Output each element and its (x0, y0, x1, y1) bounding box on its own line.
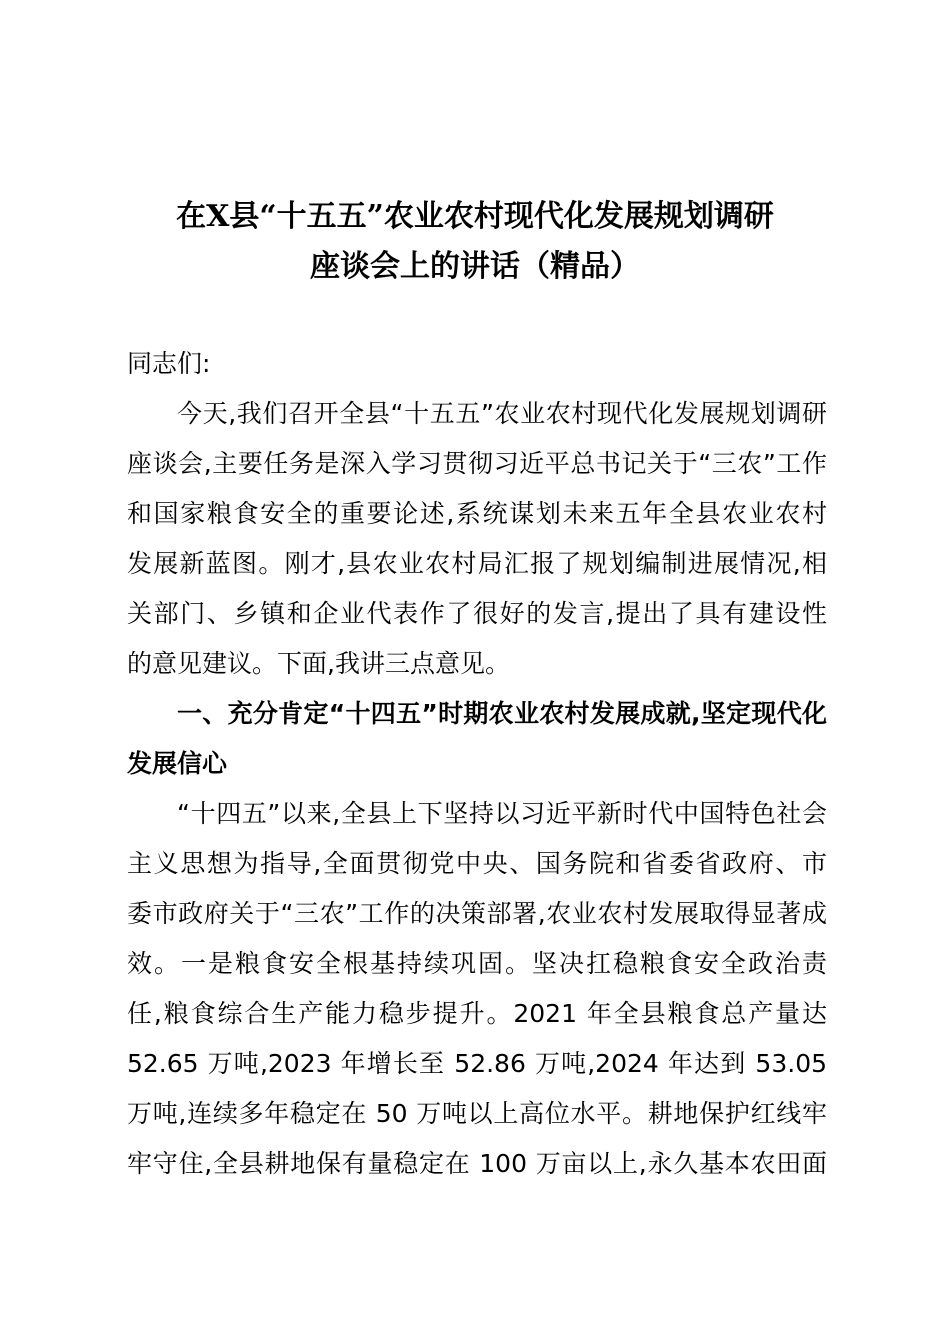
paragraph-line: 52.65 万吨,2023 年增长至 52.86 万吨,2024 年达到 53.05 (127, 1049, 827, 1078)
paragraph-line: 委市政府关于“三农”工作的决策部署,农业农村发展取得显著成 (127, 899, 827, 928)
paragraph-line: 今天,我们召开全县“十五五”农业农村现代化发展规划调研 (177, 399, 827, 428)
paragraph-line: 主义思想为指导,全面贯彻党中央、国务院和省委省政府、市 (127, 849, 827, 878)
document-title-line-2: 座谈会上的讲话（精品） (310, 249, 640, 284)
paragraph-line: “十四五”以来,全县上下坚持以习近平新时代中国特色社会 (177, 799, 827, 828)
paragraph-line: 牢守住,全县耕地保有量稳定在 100 万亩以上,永久基本农田面 (127, 1149, 827, 1178)
paragraph-line: 任,粮食综合生产能力稳步提升。2021 年全县粮食总产量达 (127, 999, 827, 1028)
paragraph-line: 发展新蓝图。刚才,县农业农村局汇报了规划编制进展情况,相 (127, 549, 827, 578)
salutation: 同志们: (127, 349, 211, 378)
paragraph-line: 的意见建议。下面,我讲三点意见。 (127, 649, 510, 678)
paragraph-line: 座谈会,主要任务是深入学习贯彻习近平总书记关于“三农”工作 (127, 449, 827, 478)
document-title-line-1: 在X县“十五五”农业农村现代化发展规划调研 (176, 199, 774, 234)
section-heading-line: 发展信心 (127, 749, 228, 778)
paragraph-line: 关部门、乡镇和企业代表作了很好的发言,提出了具有建设性 (127, 599, 827, 628)
paragraph-line: 效。一是粮食安全根基持续巩固。坚决扛稳粮食安全政治责 (127, 949, 827, 978)
paragraph-line: 万吨,连续多年稳定在 50 万吨以上高位水平。耕地保护红线牢 (127, 1099, 827, 1128)
paragraph-line: 和国家粮食安全的重要论述,系统谋划未来五年全县农业农村 (127, 499, 827, 528)
section-heading-line: 一、充分肯定“十四五”时期农业农村发展成就,坚定现代化 (177, 699, 827, 728)
